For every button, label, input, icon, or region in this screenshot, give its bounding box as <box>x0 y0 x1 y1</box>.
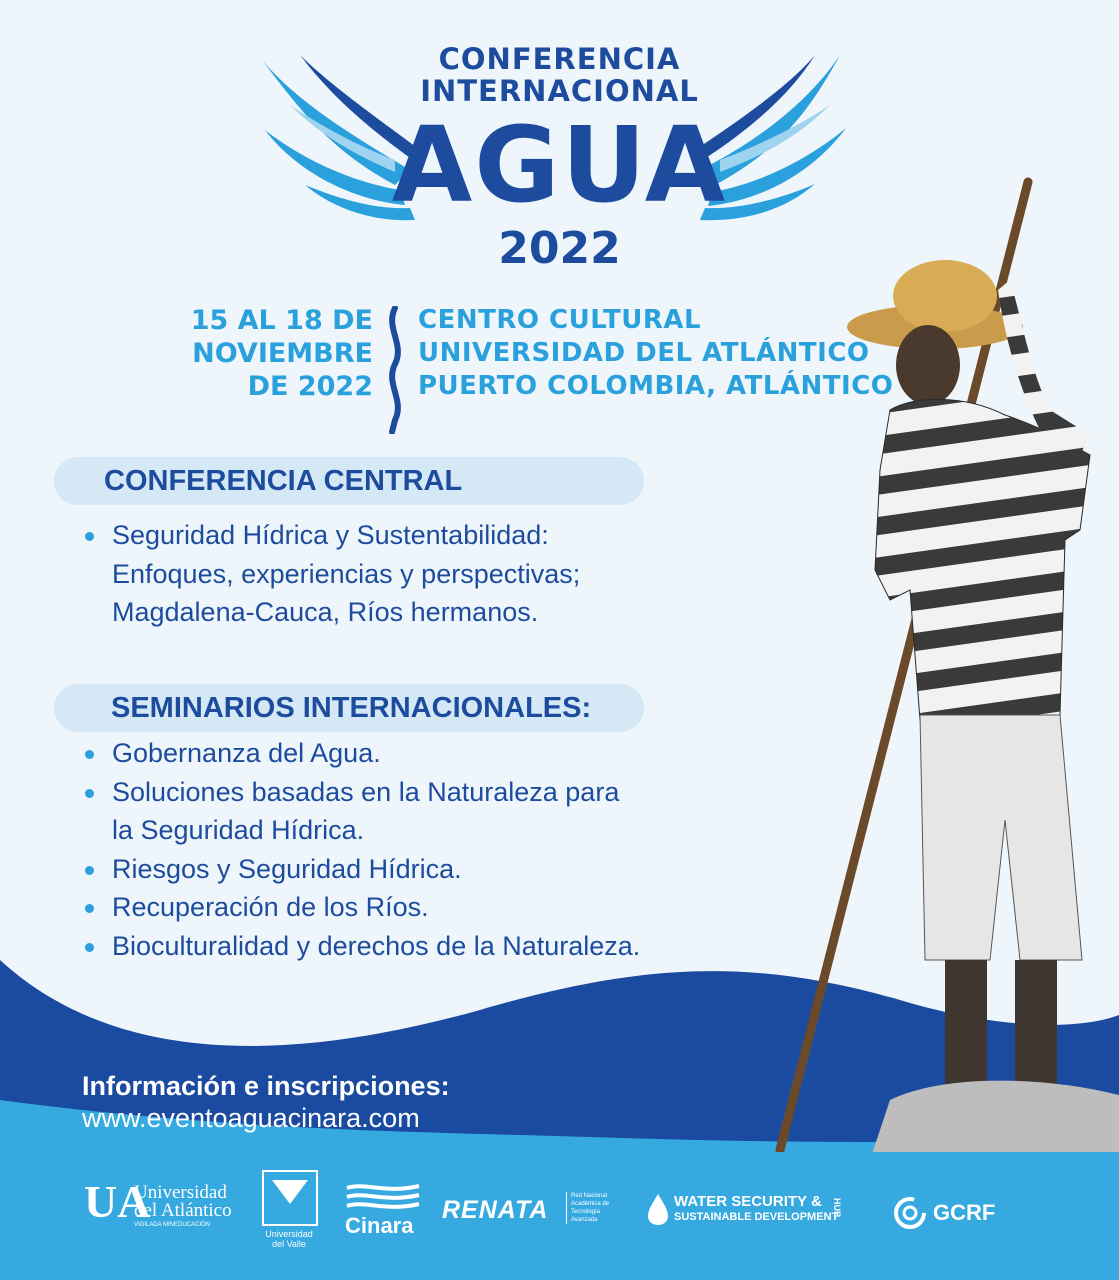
bullet-icon <box>85 750 94 759</box>
logo-bar: UA Universidad del Atlántico VIGILADA MINEDUCACIÓN Universidad del Valle Cinara RENATA Red Nacional Académica de Tecnología Avanzada WATER SECURITY & SUSTAINABLE DEVELOPMENT HUB GCRF <box>0 1152 1119 1280</box>
dates-line3: DE 2022 <box>247 371 373 402</box>
seminars-list <box>84 734 640 965</box>
list-item-continuation: la Seguridad Hídrica. <box>112 815 365 845</box>
water-drop-icon <box>646 1192 670 1226</box>
uatlantico-mark-icon: UA <box>84 1176 151 1227</box>
gcrf-rings-icon <box>893 1196 927 1230</box>
list-item: Riesgos y Seguridad Hídrica. <box>84 850 640 889</box>
list-item-continuation: Magdalena-Cauca, Ríos hermanos. <box>112 597 539 627</box>
website-link[interactable]: www.eventoaguacinara.com <box>82 1103 420 1133</box>
list-item: Bioculturalidad y derechos de la Naturaleza. <box>84 927 640 966</box>
list-item: Soluciones basadas en la Naturaleza para <box>84 773 640 812</box>
renata-logo: RENATA Red Nacional Académica de Tecnología Avanzada <box>442 1196 548 1225</box>
venue-line1: CENTRO CULTURAL <box>418 305 702 335</box>
fisherman-photo <box>760 170 1119 1160</box>
list-item: Gobernanza del Agua. <box>84 734 640 773</box>
bullet-icon <box>85 532 94 541</box>
bullet-icon <box>85 904 94 913</box>
list-item-continuation: Enfoques, experiencias y perspectivas; <box>112 558 581 589</box>
uvalle-shield-icon <box>262 1170 318 1226</box>
central-list <box>84 516 580 632</box>
central-heading: CONFERENCIA CENTRAL <box>104 465 463 497</box>
title-line2: INTERNACIONAL <box>420 74 699 108</box>
info-label: Información e inscripciones: <box>82 1071 450 1101</box>
main-title: AGUA <box>391 104 728 226</box>
year: 2022 <box>498 223 621 274</box>
list-item: Recuperación de los Ríos. <box>84 888 640 927</box>
bullet-icon <box>85 866 94 875</box>
wave-divider <box>380 306 410 434</box>
bullet-icon <box>85 789 94 798</box>
venue-line2: UNIVERSIDAD DEL ATLÁNTICO <box>418 338 870 368</box>
bullet-icon <box>85 943 94 952</box>
seminars-heading: SEMINARIOS INTERNACIONALES: <box>111 692 592 724</box>
cinara-logo: Cinara <box>345 1182 421 1238</box>
list-item: Seguridad Hídrica y Sustentabilidad: <box>84 516 580 555</box>
dates-line1: 15 AL 18 DE <box>190 305 373 336</box>
event-dates <box>191 304 373 403</box>
venue-line3: PUERTO COLOMBIA, ATLÁNTICO <box>418 371 894 401</box>
title-line1: CONFERENCIA <box>438 42 681 76</box>
cinara-waves-icon <box>345 1182 421 1210</box>
dates-line2: NOVIEMBRE <box>192 338 373 369</box>
uvalle-logo: Universidad del Valle <box>262 1170 316 1249</box>
